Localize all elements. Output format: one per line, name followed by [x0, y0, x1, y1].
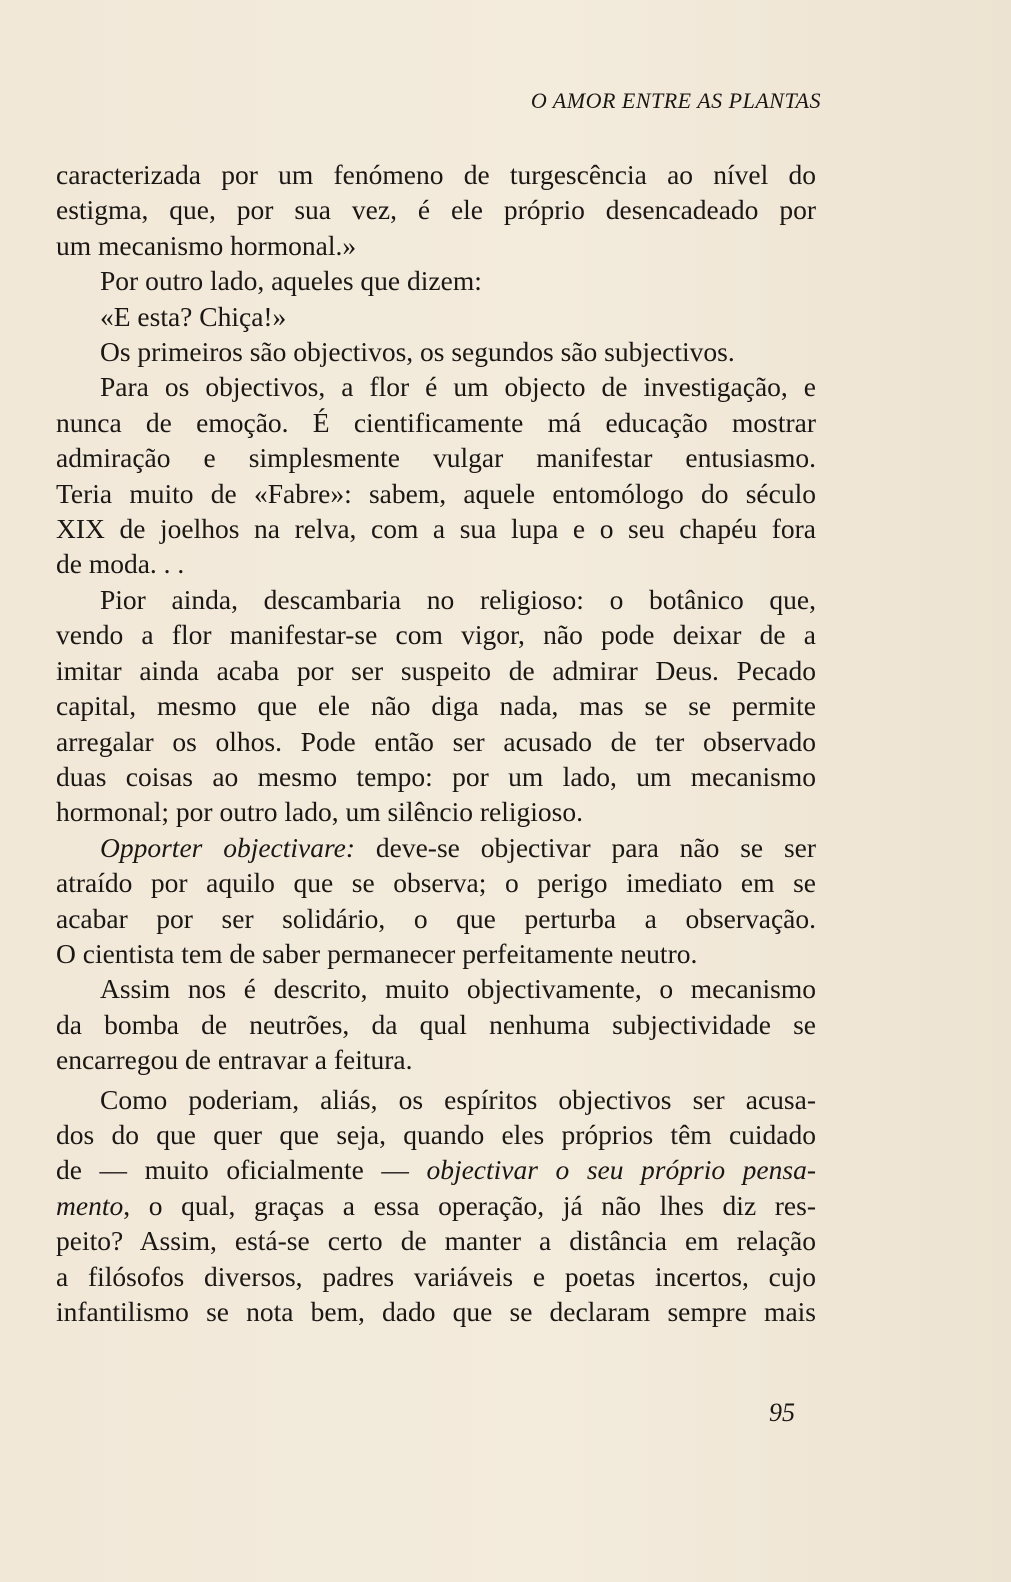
italic-text: objectivar o seu próprio pensa-	[426, 1154, 816, 1186]
text-line	[56, 228, 816, 263]
text-line	[56, 263, 816, 298]
text-line	[56, 971, 816, 1006]
text-line	[56, 582, 816, 617]
line-text: nunca de emoção. É cientificamente má educação mostrar	[56, 406, 816, 438]
text-line	[56, 405, 816, 440]
text-line	[56, 1007, 816, 1042]
line-text: hormonal; por outro lado, um silêncio religioso.	[56, 796, 583, 828]
text-line	[56, 1223, 816, 1258]
line-text: encarregou de entravar a feitura.	[56, 1044, 413, 1076]
line-text: de moda. . .	[56, 548, 185, 580]
line-text: , o qual, graças a essa operação, já não lhes diz res-	[123, 1189, 816, 1221]
line-text: XIX de joelhos na relva, com a sua lupa e o seu chapéu fora	[56, 513, 816, 545]
line-text: atraído por aquilo que se observa; o perigo imediato em se	[56, 867, 816, 899]
line-text: admiração e simplesmente vulgar manifestar entusiasmo.	[56, 442, 816, 474]
line-text: imitar ainda acaba por ser suspeito de admirar Deus. Pecado	[56, 654, 816, 686]
text-line	[56, 440, 816, 475]
text-line	[56, 369, 816, 404]
text-line	[56, 1042, 816, 1077]
text-line	[56, 1082, 816, 1117]
line-text: a filósofos diversos, padres variáveis e poetas incertos, cujo	[56, 1260, 816, 1292]
page-number: 95	[769, 1398, 795, 1427]
line-text: acabar por ser solidário, o que perturba a observação.	[56, 902, 816, 934]
line-text: deve-se objectivar para não se ser	[355, 831, 817, 863]
body-text	[56, 157, 816, 1329]
text-line	[56, 759, 816, 794]
line-text: estigma, que, por sua vez, é ele próprio desencadeado por	[56, 194, 816, 226]
line-text: O cientista tem de saber permanecer perfeitamente neutro.	[56, 937, 698, 969]
text-line	[56, 1188, 816, 1223]
line-text: capital, mesmo que ele não diga nada, mas se se permite	[56, 690, 816, 722]
line-text: Teria muito de «Fabre»: sabem, aquele entomólogo do século	[56, 477, 816, 509]
text-line	[56, 936, 816, 971]
text-line	[56, 830, 816, 865]
italic-text: mento	[56, 1189, 124, 1221]
line-text: Assim nos é descrito, muito objectivamente, o mecanismo	[100, 973, 816, 1005]
text-line	[56, 865, 816, 900]
line-text: Por outro lado, aqueles que dizem:	[100, 265, 482, 297]
text-line	[56, 1152, 816, 1187]
text-line	[56, 476, 816, 511]
text-line	[56, 192, 816, 227]
line-text: infantilismo se nota bem, dado que se declaram sempre mais	[56, 1296, 816, 1327]
text-line	[56, 334, 816, 369]
line-text: um mecanismo hormonal.»	[56, 229, 357, 261]
line-text: de — muito oficialmente —	[56, 1154, 427, 1186]
line-text: da bomba de neutrões, da qual nenhuma subjectividade se	[56, 1008, 816, 1040]
line-text: vendo a flor manifestar-se com vigor, não pode deixar de a	[56, 619, 816, 651]
text-line	[56, 1117, 816, 1152]
line-text: Para os objectivos, a flor é um objecto de investigação, e	[100, 371, 816, 403]
text-line	[56, 157, 816, 192]
line-text: dos do que quer que seja, quando eles próprios têm cuidado	[56, 1118, 816, 1150]
text-line	[56, 794, 816, 829]
line-text: Pior ainda, descambaria no religioso: o botânico que,	[100, 583, 816, 615]
text-line	[56, 511, 816, 546]
text-line	[56, 617, 816, 652]
line-text: duas coisas ao mesmo tempo: por um lado, um mecanismo	[56, 760, 816, 792]
text-line	[56, 724, 816, 759]
line-text: Como poderiam, aliás, os espíritos objectivos ser acusa-	[100, 1083, 816, 1115]
running-head: O AMOR ENTRE AS PLANTAS	[530, 88, 821, 113]
text-line	[56, 901, 816, 936]
line-text: peito? Assim, está-se certo de manter a distância em relação	[56, 1225, 816, 1257]
text-line	[56, 688, 816, 723]
text-line	[56, 653, 816, 688]
text-line	[56, 1259, 816, 1294]
italic-text: Opporter objectivare:	[100, 831, 356, 863]
text-line	[56, 299, 816, 334]
line-text: arregalar os olhos. Pode então ser acusado de ter observado	[56, 725, 816, 757]
text-line	[56, 546, 816, 581]
line-text: «E esta? Chiça!»	[100, 300, 287, 332]
text-line	[56, 1294, 816, 1329]
line-text: Os primeiros são objectivos, os segundos são subjectivos.	[100, 336, 735, 368]
line-text: caracterizada por um fenómeno de turgescência ao nível do	[56, 159, 816, 190]
